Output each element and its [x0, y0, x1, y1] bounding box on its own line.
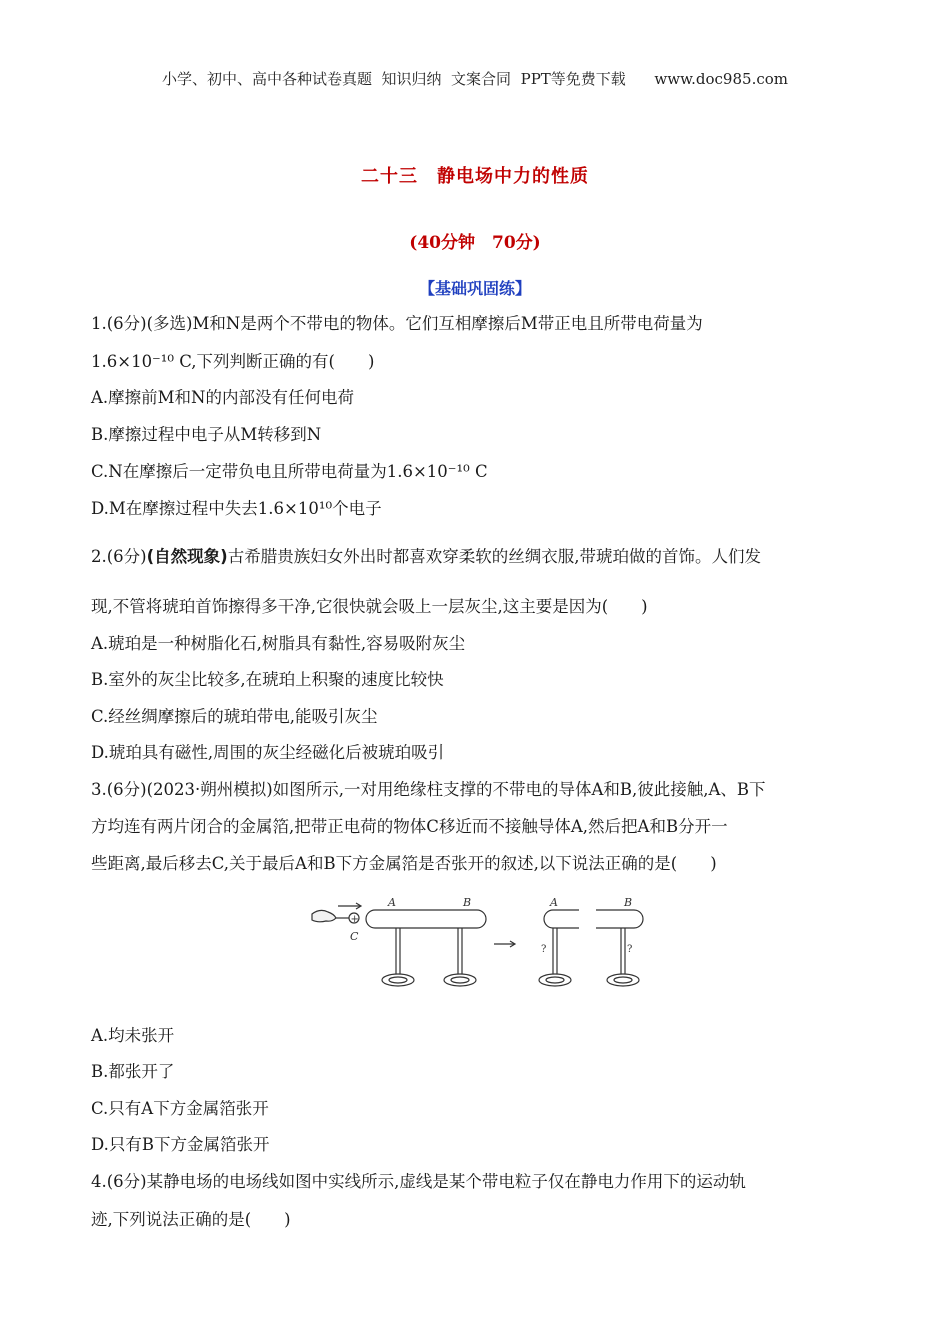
q1-option-b: B.摩擦过程中电子从M转移到N: [91, 425, 322, 444]
q1-option-d: D.M在摩擦过程中失去1.6×10¹⁰个电子: [91, 499, 382, 518]
q3-stem-line2: 方均连有两片闭合的金属箔,把带正电荷的物体C移近而不接触导体A,然后把A和B分开一: [91, 817, 728, 836]
label-b-right: B: [624, 896, 633, 909]
q3-option-b: B.都张开了: [91, 1062, 175, 1081]
q3-stem-line1: 3.(6分)(2023·朔州模拟)如图所示,一对用绝缘柱支撑的不带电的导体A和B,彼此接触,A、B下: [91, 780, 766, 799]
q2-prefix: 2.(6分): [91, 547, 147, 566]
question-mark-a: ?: [541, 944, 547, 955]
q2-option-c: C.经丝绸摩擦后的琥珀带电,能吸引灰尘: [91, 707, 378, 726]
label-a-right: A: [550, 896, 558, 909]
q2-option-b: B.室外的灰尘比较多,在琥珀上积聚的速度比较快: [91, 670, 444, 689]
page-header: 小学、初中、高中各种试卷真题 知识归纳 文案合同 PPT等免费下载 www.doc985.com: [161, 70, 788, 88]
plus-sign: +: [350, 914, 359, 925]
q2-stem-line2: 现,不管将琥珀首饰擦得多干净,它很快就会吸上一层灰尘,这主要是因为( ): [91, 597, 648, 616]
section-heading: 【基础巩固练】: [418, 279, 531, 298]
conductor-a: [544, 910, 579, 928]
conductor-ab: [366, 910, 486, 928]
q3-stem-line3: 些距离,最后移去C,关于最后A和B下方金属箔是否张开的叙述,以下说法正确的是( ): [91, 854, 717, 873]
q2-tag: (自然现象): [146, 547, 228, 566]
hand-icon: [312, 910, 350, 921]
q2-option-d: D.琥珀具有磁性,周围的灰尘经磁化后被琥珀吸引: [91, 743, 445, 762]
page-title: 二十三 静电场中力的性质: [361, 166, 589, 187]
label-b-left: B: [463, 896, 472, 909]
conductor-b: [596, 910, 643, 928]
q2-stem-line1-rest: 古希腊贵族妇女外出时都喜欢穿柔软的丝绸衣服,带琥珀做的首饰。人们发: [227, 547, 761, 566]
question-mark-b: ?: [627, 944, 633, 955]
q3-option-c: C.只有A下方金属箔张开: [91, 1099, 269, 1118]
q3-option-d: D.只有B下方金属箔张开: [91, 1135, 270, 1154]
q1-stem-line2: 1.6×10⁻¹⁰ C,下列判断正确的有( ): [91, 352, 375, 371]
q1-stem-line1: 1.(6分)(多选)M和N是两个不带电的物体。它们互相摩擦后M带正电且所带电荷量为: [91, 314, 703, 333]
label-a-left: A: [388, 896, 396, 909]
q3-conductor-figure: [308, 896, 648, 996]
q1-option-c: C.N在摩擦后一定带负电且所带电荷量为1.6×10⁻¹⁰ C: [91, 462, 488, 481]
time-and-score: (40分钟 70分): [409, 233, 541, 253]
q2-option-a: A.琥珀是一种树脂化石,树脂具有黏性,容易吸附灰尘: [91, 634, 466, 653]
q4-stem-line2: 迹,下列说法正确的是( ): [91, 1210, 291, 1229]
q1-option-a: A.摩擦前M和N的内部没有任何电荷: [91, 388, 354, 407]
q3-option-a: A.均未张开: [91, 1026, 175, 1045]
label-c: C: [350, 930, 359, 943]
q2-stem-line1: [91, 545, 866, 569]
q4-stem-line1: 4.(6分)某静电场的电场线如图中实线所示,虚线是某个带电粒子仅在静电力作用下的运动轨: [91, 1172, 746, 1191]
